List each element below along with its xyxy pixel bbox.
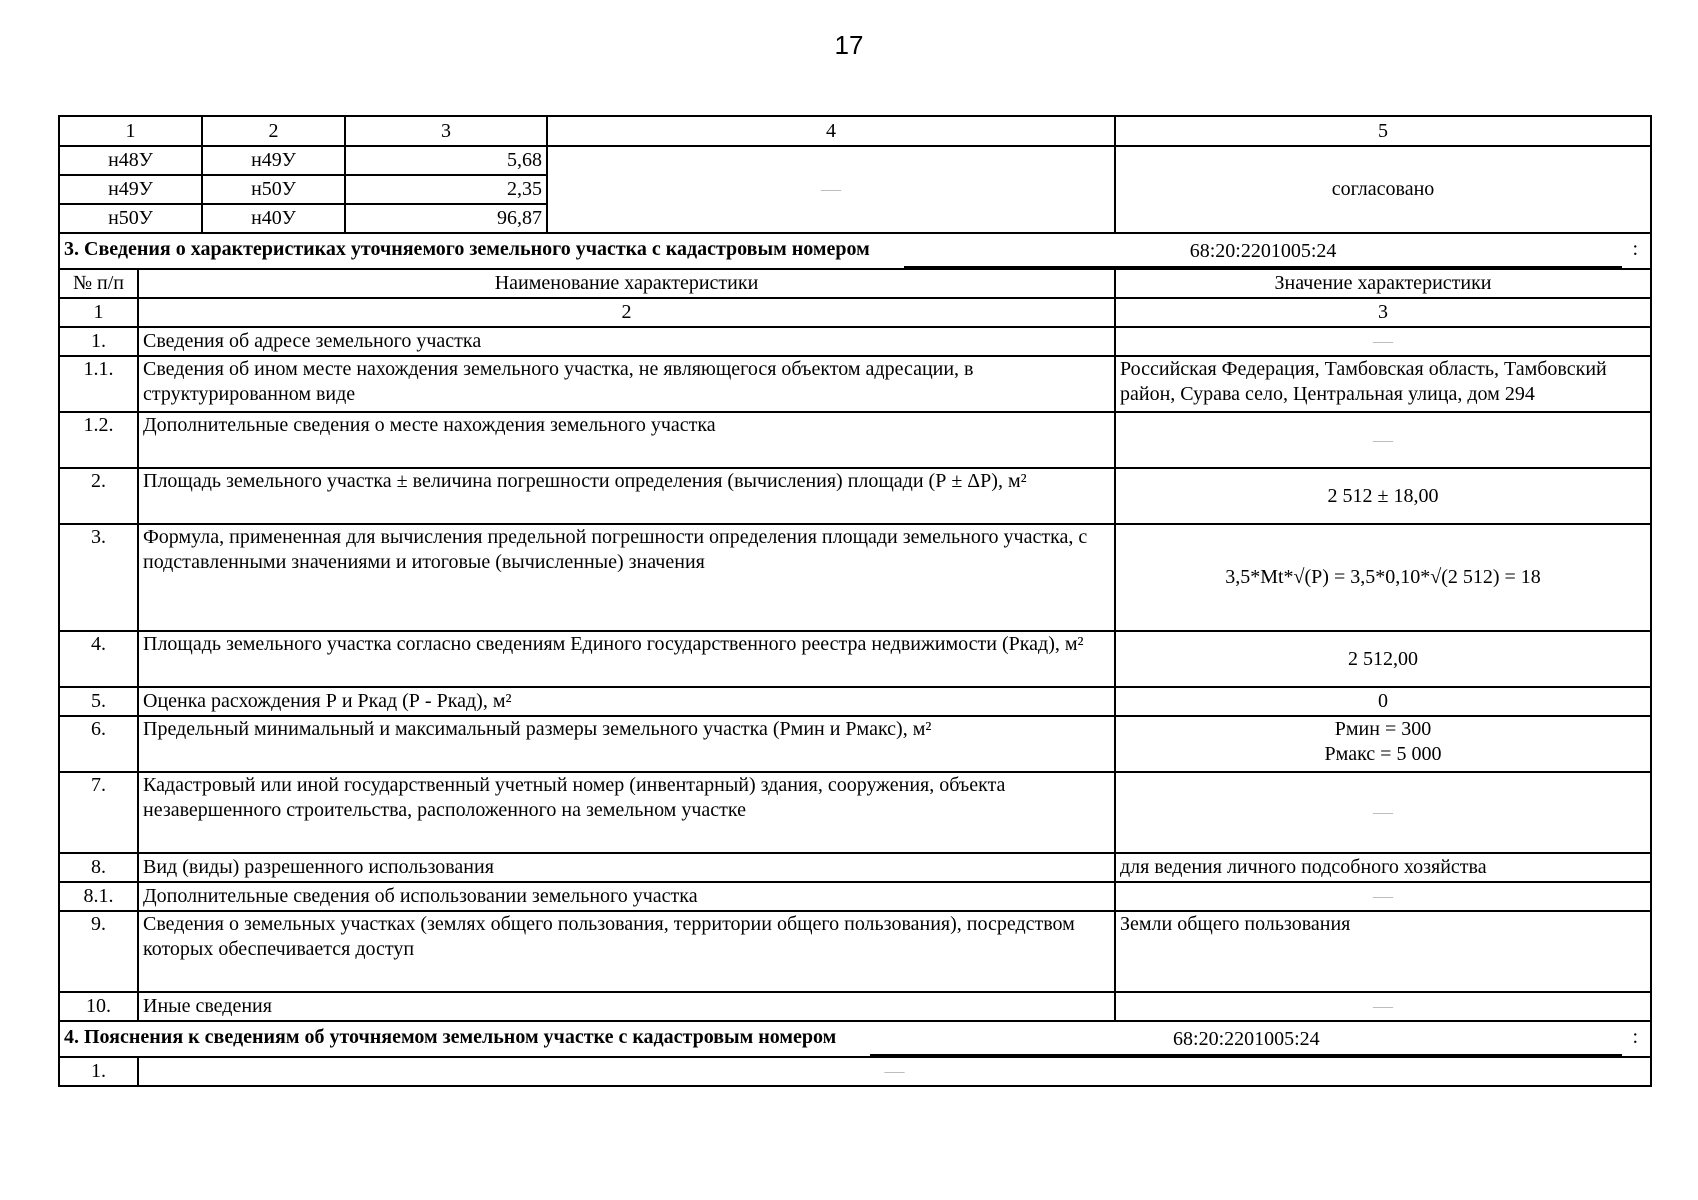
characteristic-value: — — [1115, 412, 1651, 468]
point-to: н50У — [202, 175, 345, 204]
colnum-1: 1 — [59, 298, 138, 327]
characteristic-row — [59, 772, 1651, 853]
borders-header-col2: 2 — [202, 116, 345, 146]
document-sheet — [58, 115, 1650, 1087]
borders-col4-value: — — [547, 146, 1115, 233]
characteristic-value: Российская Федерация, Тамбовская область, Тамбовский район, Сурава село, Центральная улица, дом 294 — [1115, 356, 1651, 412]
characteristic-row — [59, 911, 1651, 992]
characteristic-value: — — [1115, 772, 1651, 853]
characteristic-name: Предельный минимальный и максимальный размеры земельного участка (Рмин и Рмакс), м² — [138, 716, 1115, 772]
characteristic-name: Дополнительные сведения о месте нахождения земельного участка — [138, 412, 1115, 468]
characteristic-value: 0 — [1115, 687, 1651, 716]
row-number: 8.1. — [59, 882, 138, 911]
point-to: н40У — [202, 204, 345, 233]
row-number: 7. — [59, 772, 138, 853]
section4-title-row — [59, 1021, 1651, 1057]
row-number: 5. — [59, 687, 138, 716]
characteristic-value: — — [1115, 992, 1651, 1021]
header-value: Значение характеристики — [1115, 269, 1651, 298]
characteristic-row — [59, 327, 1651, 356]
section3-colnum-row — [59, 298, 1651, 327]
characteristic-value: — — [1115, 882, 1651, 911]
explanation-value: — — [138, 1057, 1651, 1086]
characteristic-name: Сведения об ином месте нахождения земельного участка, не являющегося объектом адресации, в структурированном виде — [138, 356, 1115, 412]
characteristic-value: — — [1115, 327, 1651, 356]
characteristic-value: Земли общего пользования — [1115, 911, 1651, 992]
agreement-status: согласовано — [1115, 146, 1651, 233]
cadastral-table — [58, 115, 1652, 1087]
section3-title-row — [59, 233, 1651, 269]
row-number: 3. — [59, 524, 138, 631]
section3-title: 3. Сведения о характеристиках уточняемого земельного участка с кадастровым номером — [64, 238, 870, 260]
colnum-2: 2 — [138, 298, 1115, 327]
section3-colon: : — [1632, 238, 1638, 260]
borders-header-col5: 5 — [1115, 116, 1651, 146]
segment-length: 2,35 — [345, 175, 547, 204]
characteristic-name: Дополнительные сведения об использовании земельного участка — [138, 882, 1115, 911]
characteristic-name: Сведения об адресе земельного участка — [138, 327, 1115, 356]
characteristic-name: Иные сведения — [138, 992, 1115, 1021]
borders-header-col1: 1 — [59, 116, 202, 146]
row-number: 4. — [59, 631, 138, 687]
section4-title: 4. Пояснения к сведениям об уточняемом земельном участке с кадастровым номером — [64, 1026, 837, 1048]
characteristic-value: 2 512 ± 18,00 — [1115, 468, 1651, 524]
page-number: 17 — [834, 30, 864, 60]
colnum-3: 3 — [1115, 298, 1651, 327]
characteristic-row — [59, 853, 1651, 882]
area-min: Рмин = 300 — [1334, 718, 1432, 740]
section4-cadastral-number: 68:20:2201005:24 — [870, 1027, 1622, 1056]
area-max: Рмакс = 5 000 — [1324, 743, 1442, 765]
row-number: 1.1. — [59, 356, 138, 412]
row-number: 2. — [59, 468, 138, 524]
characteristic-value: 3,5*Mt*√(Р) = 3,5*0,10*√(2 512) = 18 — [1115, 524, 1651, 631]
characteristic-name: Сведения о земельных участках (землях общего пользования, территории общего пользования), посредством которых обеспечивается доступ — [138, 911, 1115, 992]
explanation-row — [59, 1057, 1651, 1086]
characteristic-row — [59, 631, 1651, 687]
characteristic-value: для ведения личного подсобного хозяйства — [1115, 853, 1651, 882]
section3-header-row — [59, 269, 1651, 298]
characteristic-row — [59, 468, 1651, 524]
characteristic-value — [1115, 716, 1651, 772]
characteristic-name: Площадь земельного участка согласно сведениям Единого государственного реестра недвижимости (Ркад), м² — [138, 631, 1115, 687]
characteristic-name: Оценка расхождения Р и Ркад (Р - Ркад), м² — [138, 687, 1115, 716]
characteristic-row — [59, 524, 1651, 631]
segment-length: 96,87 — [345, 204, 547, 233]
characteristic-value: 2 512,00 — [1115, 631, 1651, 687]
borders-row — [59, 146, 1651, 175]
characteristic-row — [59, 882, 1651, 911]
characteristic-name: Кадастровый или иной государственный учетный номер (инвентарный) здания, сооружения, объекта незавершенного строительства, расположенного на земельном участке — [138, 772, 1115, 853]
borders-header-col3: 3 — [345, 116, 547, 146]
borders-header-row — [59, 116, 1651, 146]
characteristic-row — [59, 716, 1651, 772]
header-num: № п/п — [59, 269, 138, 298]
characteristic-row — [59, 687, 1651, 716]
row-number: 6. — [59, 716, 138, 772]
row-number: 9. — [59, 911, 138, 992]
point-to: н49У — [202, 146, 345, 175]
section4-colon: : — [1632, 1026, 1638, 1048]
row-number: 10. — [59, 992, 138, 1021]
row-number: 8. — [59, 853, 138, 882]
section3-cadastral-number: 68:20:2201005:24 — [904, 239, 1623, 268]
point-from: н49У — [59, 175, 202, 204]
characteristic-row — [59, 992, 1651, 1021]
borders-header-col4: 4 — [547, 116, 1115, 146]
point-from: н50У — [59, 204, 202, 233]
row-number: 1. — [59, 1057, 138, 1086]
characteristic-name: Площадь земельного участка ± величина погрешности определения (вычисления) площади (Р ± ΔР), м² — [138, 468, 1115, 524]
characteristic-row — [59, 412, 1651, 468]
point-from: н48У — [59, 146, 202, 175]
segment-length: 5,68 — [345, 146, 547, 175]
header-name: Наименование характеристики — [138, 269, 1115, 298]
row-number: 1.2. — [59, 412, 138, 468]
row-number: 1. — [59, 327, 138, 356]
characteristic-row — [59, 356, 1651, 412]
characteristic-name: Формула, примененная для вычисления предельной погрешности определения площади земельного участка, с подставленными значениями и итоговые (вычисленные) значения — [138, 524, 1115, 631]
characteristic-name: Вид (виды) разрешенного использования — [138, 853, 1115, 882]
